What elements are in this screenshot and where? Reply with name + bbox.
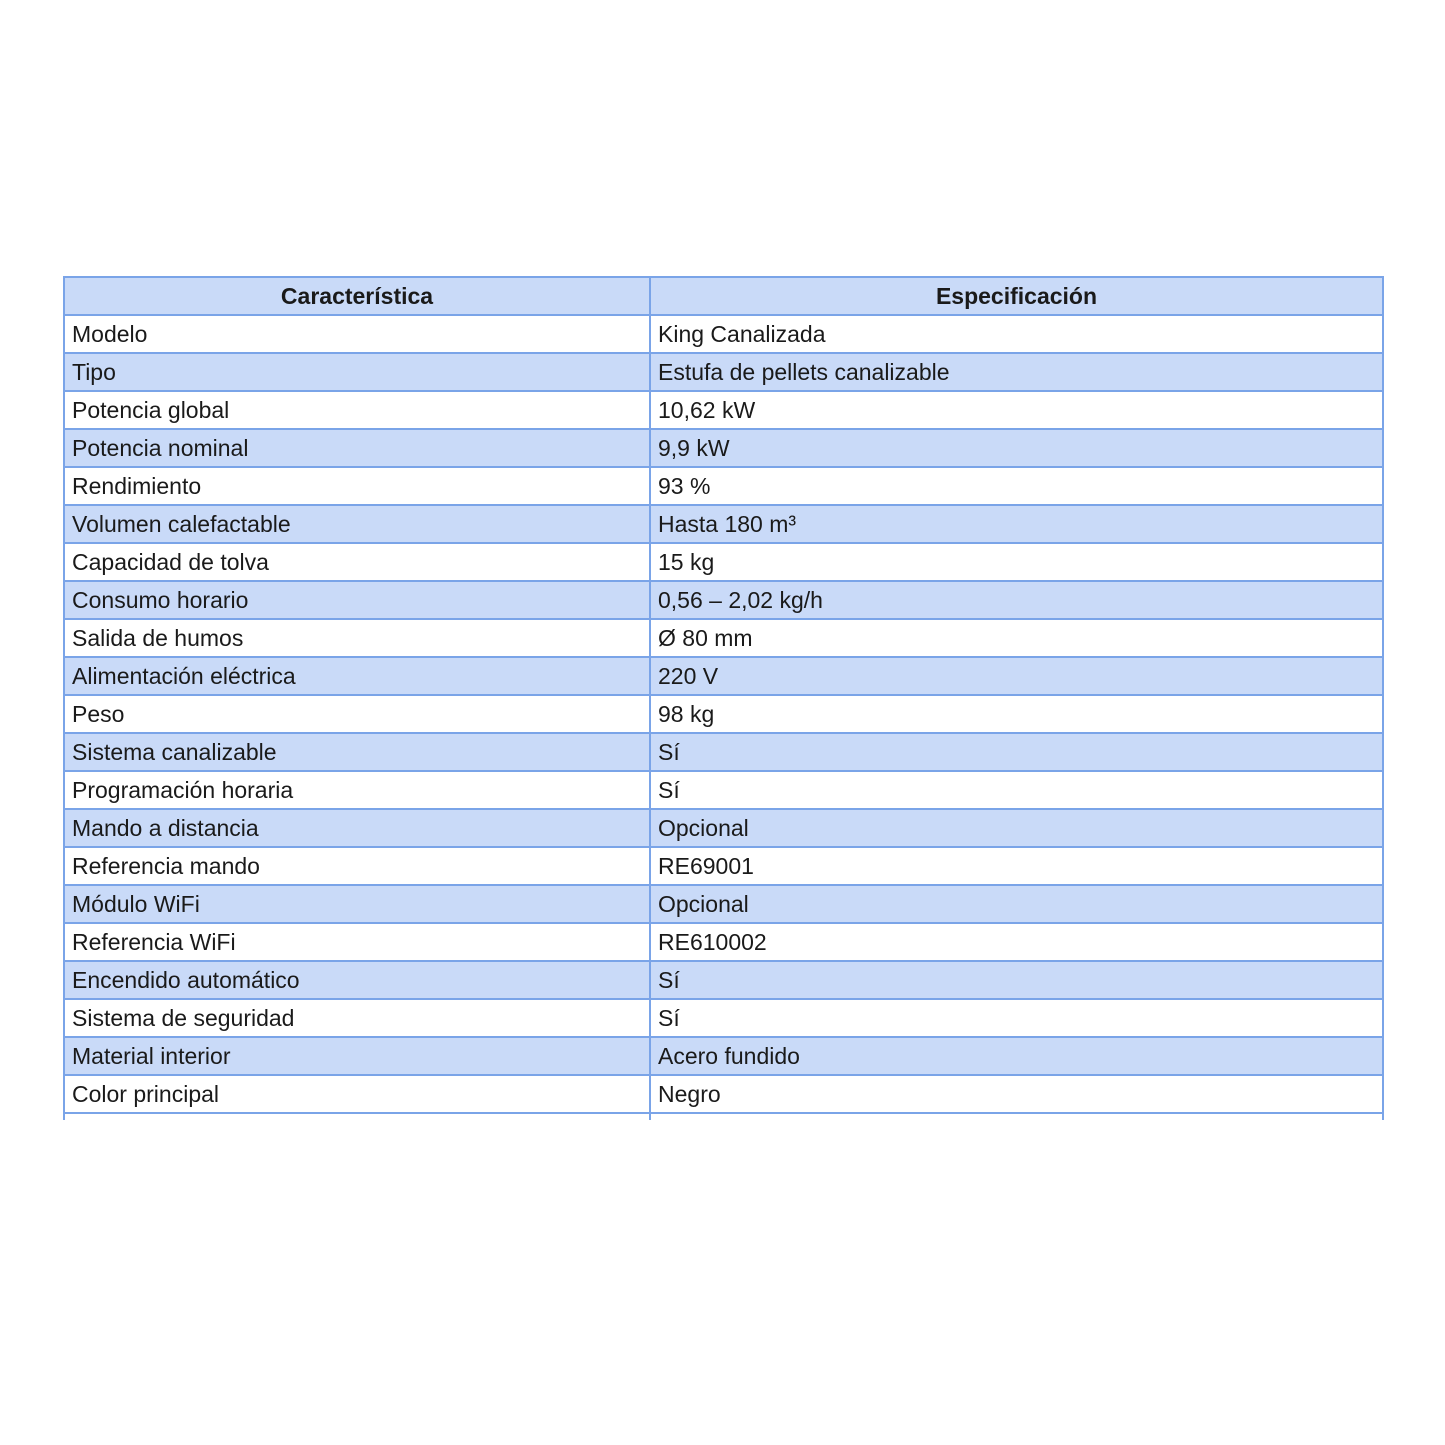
- spec-value-cell: Negro: [650, 1075, 1383, 1113]
- table-row: [64, 505, 1383, 543]
- table-row: [64, 847, 1383, 885]
- feature-cell: Modelo: [64, 315, 650, 353]
- column-header-especificacion: Especificación: [650, 277, 1383, 315]
- spec-value-cell: 98 kg: [650, 695, 1383, 733]
- spec-value-cell: 0,56 – 2,02 kg/h: [650, 581, 1383, 619]
- feature-cell: Sistema canalizable: [64, 733, 650, 771]
- table-row: [64, 809, 1383, 847]
- feature-cell: Alimentación eléctrica: [64, 657, 650, 695]
- cutoff-cell: [64, 1113, 650, 1120]
- table-row: [64, 467, 1383, 505]
- feature-cell: Rendimiento: [64, 467, 650, 505]
- spec-value-cell: King Canalizada: [650, 315, 1383, 353]
- feature-cell: Peso: [64, 695, 650, 733]
- feature-cell: Volumen calefactable: [64, 505, 650, 543]
- table-row: [64, 353, 1383, 391]
- table-row: [64, 619, 1383, 657]
- table-row: [64, 543, 1383, 581]
- spec-value-cell: Opcional: [650, 885, 1383, 923]
- feature-cell: Color principal: [64, 1075, 650, 1113]
- spec-value-cell: Acero fundido: [650, 1037, 1383, 1075]
- feature-cell: Consumo horario: [64, 581, 650, 619]
- spec-value-cell: Sí: [650, 733, 1383, 771]
- table-row: [64, 391, 1383, 429]
- table-row: [64, 885, 1383, 923]
- feature-cell: Referencia mando: [64, 847, 650, 885]
- table-row: [64, 961, 1383, 999]
- spec-value-cell: Sí: [650, 961, 1383, 999]
- spec-value-cell: 15 kg: [650, 543, 1383, 581]
- feature-cell: Encendido automático: [64, 961, 650, 999]
- spec-value-cell: Hasta 180 m³: [650, 505, 1383, 543]
- spec-value-cell: Ø 80 mm: [650, 619, 1383, 657]
- table-row: [64, 1037, 1383, 1075]
- table-row: [64, 1075, 1383, 1113]
- feature-cell: Módulo WiFi: [64, 885, 650, 923]
- table-row: [64, 733, 1383, 771]
- spec-value-cell: Sí: [650, 999, 1383, 1037]
- table-row-cutoff: [64, 1113, 1383, 1120]
- feature-cell: Potencia nominal: [64, 429, 650, 467]
- table-row: [64, 429, 1383, 467]
- spec-value-cell: 10,62 kW: [650, 391, 1383, 429]
- table-row: [64, 657, 1383, 695]
- table-row: [64, 315, 1383, 353]
- spec-value-cell: 93 %: [650, 467, 1383, 505]
- spec-value-cell: Estufa de pellets canalizable: [650, 353, 1383, 391]
- feature-cell: Potencia global: [64, 391, 650, 429]
- feature-cell: Programación horaria: [64, 771, 650, 809]
- column-header-caracteristica: Característica: [64, 277, 650, 315]
- feature-cell: Mando a distancia: [64, 809, 650, 847]
- table-header-row: [64, 277, 1383, 315]
- feature-cell: Salida de humos: [64, 619, 650, 657]
- table-row: [64, 999, 1383, 1037]
- table-row: [64, 581, 1383, 619]
- table-row: [64, 771, 1383, 809]
- cutoff-cell: [650, 1113, 1383, 1120]
- table-row: [64, 923, 1383, 961]
- spec-value-cell: RE69001: [650, 847, 1383, 885]
- feature-cell: Sistema de seguridad: [64, 999, 650, 1037]
- feature-cell: Referencia WiFi: [64, 923, 650, 961]
- feature-cell: Tipo: [64, 353, 650, 391]
- table-body: [64, 315, 1383, 1120]
- feature-cell: Material interior: [64, 1037, 650, 1075]
- spec-value-cell: RE610002: [650, 923, 1383, 961]
- spec-value-cell: 9,9 kW: [650, 429, 1383, 467]
- spec-table: [63, 276, 1384, 1120]
- feature-cell: Capacidad de tolva: [64, 543, 650, 581]
- spec-value-cell: Sí: [650, 771, 1383, 809]
- spec-value-cell: Opcional: [650, 809, 1383, 847]
- spec-value-cell: 220 V: [650, 657, 1383, 695]
- table-row: [64, 695, 1383, 733]
